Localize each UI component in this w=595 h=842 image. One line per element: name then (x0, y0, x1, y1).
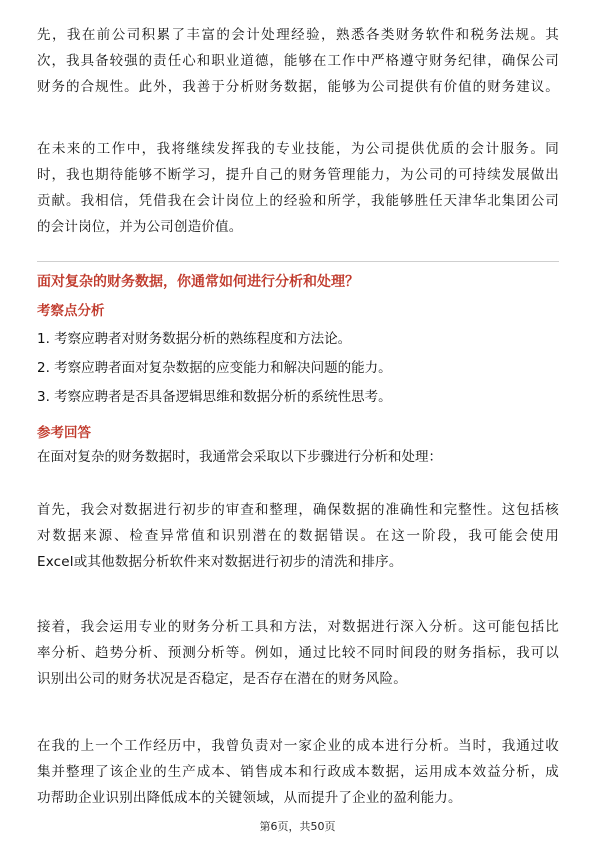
text-line: 贡献。我相信，凭借我在会计岗位上的经验和所学，我能够胜任天津华北集团公司 (37, 193, 559, 209)
paragraph-future-plans (37, 136, 559, 240)
text-line: 对数据来源、检查异常值和识别潜在的数据错误。在这一阶段，我可能会使用 (37, 528, 559, 544)
text-line: 接着，我会运用专业的财务分析工具和方法，对数据进行深入分析。这可能包括比 (37, 619, 559, 635)
answer-paragraph-second (37, 614, 559, 692)
page-number: 第6页，共50页 (259, 820, 336, 833)
text-line: 次，我具备较强的责任心和职业道德，能够在工作中严格遵守财务纪律，确保公司 (37, 53, 559, 69)
paragraph-qualifications (37, 22, 559, 100)
text-line: 在未来的工作中，我将继续发挥我的专业技能，为公司提供优质的会计服务。同 (37, 141, 559, 157)
text-line: 的会计岗位，并为公司创造价值。 (37, 219, 243, 235)
assessment-item: 2. 考察应聘者面对复杂数据的应变能力和解决问题的能力。 (37, 360, 392, 376)
text-line: 在我的上一个工作经历中，我曾负责对一家企业的成本进行分析。当时，我通过收 (37, 738, 559, 754)
text-line: 功帮助企业识别出降低成本的关键领域，从而提升了企业的盈利能力。 (37, 790, 462, 806)
interview-question: 面对复杂的财务数据，你通常如何进行分析和处理？ (37, 274, 359, 290)
section-divider (37, 261, 559, 262)
answer-heading: 参考回答 (37, 425, 91, 441)
assessment-item: 1. 考察应聘者对财务数据分析的熟练程度和方法论。 (37, 331, 352, 347)
answer-paragraph-first (37, 497, 559, 575)
assessment-item: 3. 考察应聘者是否具备逻辑思维和数据分析的系统性思考。 (37, 389, 392, 405)
text-line: 集并整理了该企业的生产成本、销售成本和行政成本数据，运用成本效益分析，成 (37, 764, 559, 780)
answer-intro: 在面对复杂的财务数据时，我通常会采取以下步骤进行分析和处理： (37, 449, 442, 465)
text-line: 先，我在前公司积累了丰富的会计处理经验，熟悉各类财务软件和税务法规。其 (37, 27, 559, 43)
assessment-heading: 考察点分析 (37, 303, 105, 319)
text-line: 财务的合规性。此外，我善于分析财务数据，能够为公司提供有价值的财务建议。 (37, 79, 559, 95)
text-line: 率分析、趋势分析、预测分析等。例如，通过比较不同时间段的财务指标，我可以 (37, 645, 559, 661)
text-line: 首先，我会对数据进行初步的审查和整理，确保数据的准确性和完整性。这包括核 (37, 502, 559, 518)
text-line: 时，我也期待能够不断学习，提升自己的财务管理能力，为公司的可持续发展做出 (37, 167, 559, 183)
text-line: 识别出公司的财务状况是否稳定，是否存在潜在的财务风险。 (37, 671, 407, 687)
text-line: Excel或其他数据分析软件来对数据进行初步的清洗和排序。 (37, 554, 403, 570)
answer-paragraph-third (37, 733, 559, 811)
